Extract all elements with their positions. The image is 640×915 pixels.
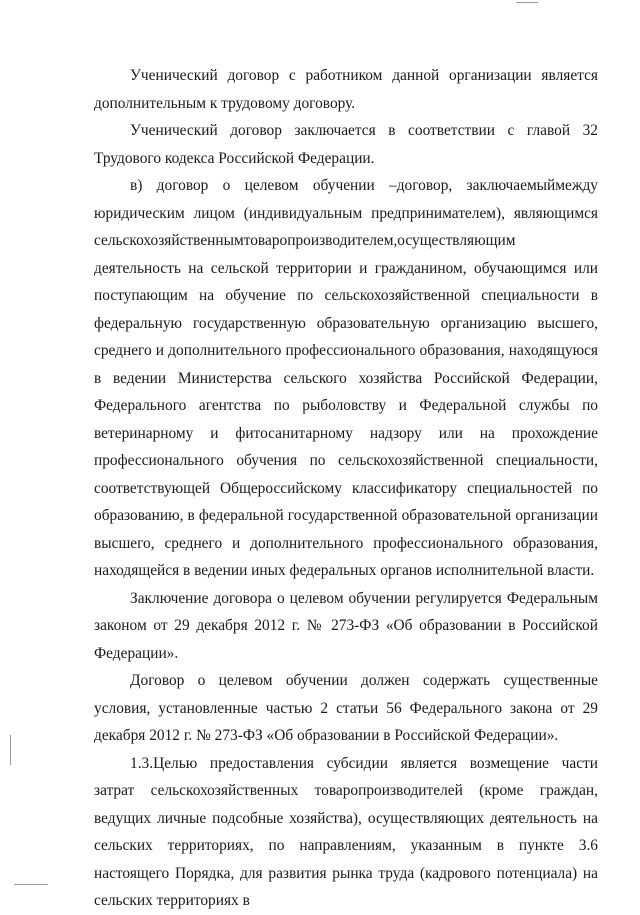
scan-artifact-left-edge (10, 735, 11, 765)
paragraph-apprenticeship-contract: Ученический договор с работником данной организации является дополнительным к трудовому договору. (94, 67, 598, 112)
document-body (94, 62, 598, 915)
paragraph-labor-code-reference: Ученический договор заключается в соответствии с главой 32 Трудового кодекса Российской Федерации. (94, 122, 598, 167)
scan-artifact-top-right (516, 2, 538, 3)
scan-artifact-bottom-left (14, 884, 48, 885)
paragraph-essential-conditions: Договор о целевом обучении должен содержать существенные условия, установленные частью 2 статьи 56 Федерального закона от 29 декабря 2012 г. № 273-ФЗ «Об образовании в Российской Федерации». (94, 672, 598, 744)
paragraph-subsidy-purpose: 1.3.Целью предоставления субсидии является возмещение части затрат сельскохозяйственных товаропроизводителей (кроме граждан, ведущих личные подсобные хозяйства), осуществляющих деятельность на сельских территориях, по направлениям, указанным в пункте 3.6 настоящего Порядка, для развития рынка труда (кадрового потенциала) на сельских территориях в (94, 754, 598, 909)
paragraph-targeted-training-contract: в) договор о целевом обучении –договор, заключаемыймежду юридическим лицом (индивидуальным предпринимателем), являющимся сельскохозяйственнымтоваропроизводителем,осуществляющим деятельность на сельской территории и гражданином, обучающимся или поступающим на обучение по сельскохозяйственной специальности в федеральную государственную образовательную организацию высшего, среднего и дополнительного профессионального образования, находящуюся в ведении Министерства сельского хозяйства Российской Федерации, Федерального агентства по рыболовству и Федеральной службы по ветеринарному и фитосанитарному надзору или на прохождение профессионального обучения по сельскохозяйственной специальности, соответствующей Общероссийскому классификатору специальностей по образованию, в федеральной государственной образовательной организации высшего, среднего и дополнительного профессионального образования, находящейся в ведении иных федеральных органов исполнительной власти. (94, 177, 598, 579)
paragraph-federal-law-regulation: Заключение договора о целевом обучении регулируется Федеральным законом от 29 декабря 2012 г. № 273-ФЗ «Об образовании в Российской Федерации». (94, 589, 598, 662)
